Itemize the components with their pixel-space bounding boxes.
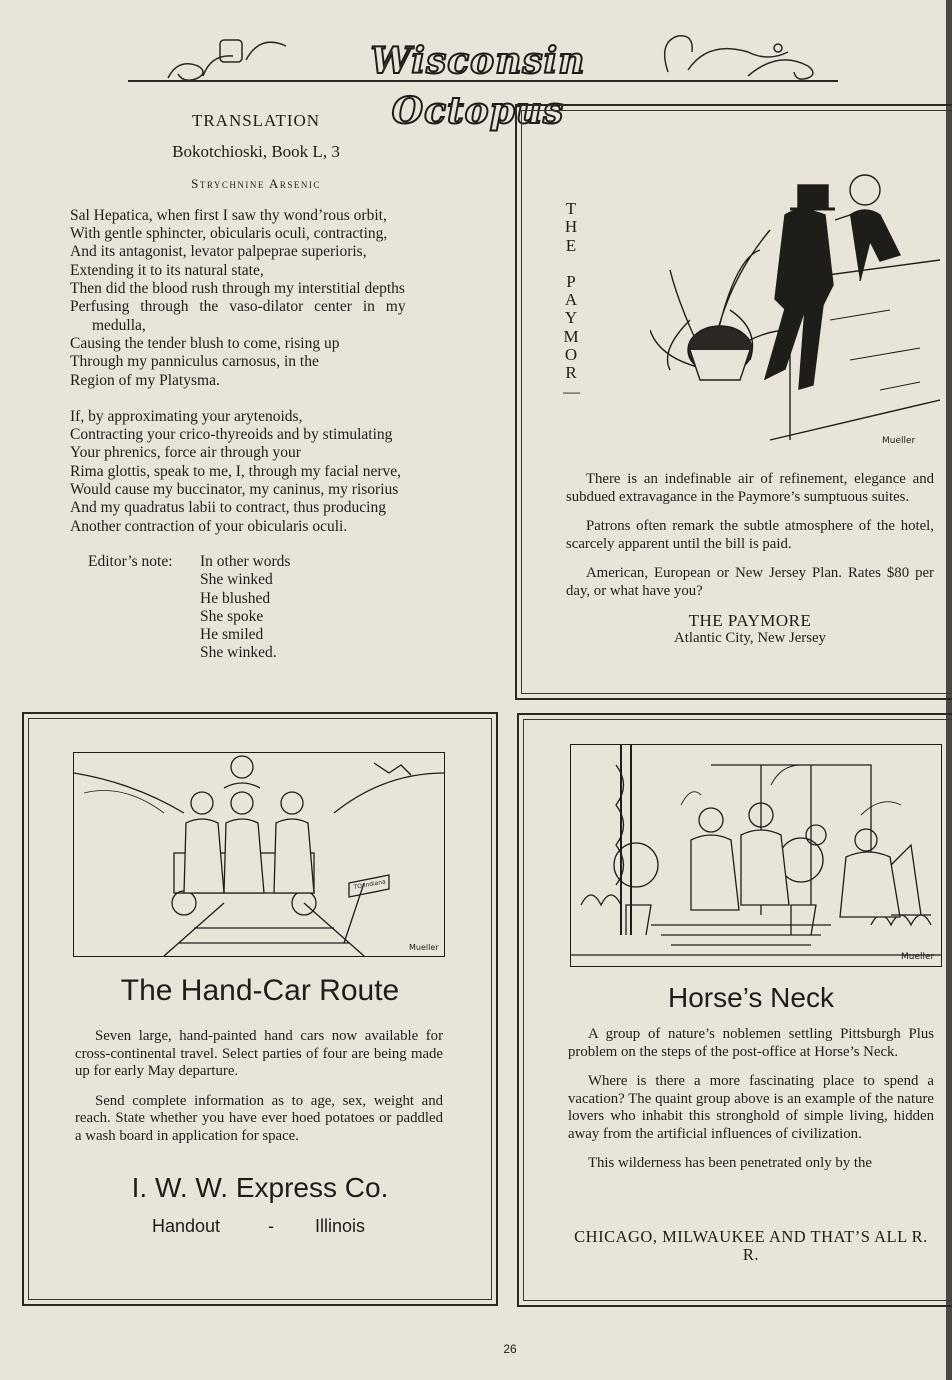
handcar-state: Illinois xyxy=(315,1216,366,1236)
page-number: 26 xyxy=(503,1342,517,1356)
paymore-location: Atlantic City, New Jersey xyxy=(674,629,826,646)
stanza-1 xyxy=(70,207,442,390)
paymore-signoff xyxy=(566,612,934,647)
translation-title: TRANSLATION xyxy=(191,111,321,130)
editor-note-lines xyxy=(200,553,290,663)
verse-line: Causing the tender blush to come, rising up xyxy=(70,334,340,352)
handcar-paragraph: Send complete information as to age, sex, weight and reach. State whether you have ever hoed potatoes or paddled a wash board in application for space. xyxy=(75,1092,443,1144)
horses-neck-railroad: CHICAGO, MILWAUKEE AND THAT’S ALL R. R. xyxy=(574,1227,928,1264)
paymore-name: THE PAYMORE xyxy=(688,611,812,630)
handcar-paragraph: Seven large, hand-painted hand cars now available for cross-continental travel. Select parties of four are being made up for early May departure. xyxy=(75,1028,443,1079)
vertical-letter: R xyxy=(565,363,577,383)
verse-line: medulla, xyxy=(92,316,146,334)
note-line: She winked xyxy=(200,571,273,589)
vertical-letter: H xyxy=(564,217,578,237)
verse-line: Then did the blood rush through my interstitial depths xyxy=(70,280,405,298)
horses-neck-paragraph: This wilderness has been penetrated only by the xyxy=(588,1155,872,1171)
verse-line: Perfusing through the vaso-dilator center in my xyxy=(70,298,406,316)
verse-line: If, by approximating your arytenoids, xyxy=(70,407,303,425)
vertical-letter: T xyxy=(565,199,577,218)
verse-line: Through my panniculus carnosus, in the xyxy=(70,353,319,371)
horses-neck-paragraph: Where is there a more fascinating place to spend a vacation? The quaint group above is an example of the nature lovers who inhabit this stronghold of simple living, hidden away from the artificial influences of civilization. xyxy=(568,1073,934,1142)
paymore-copy xyxy=(566,471,934,647)
paymore-cartoon xyxy=(650,140,940,450)
handcar-cartoon xyxy=(73,752,445,957)
verse-line: Region of my Platysma. xyxy=(70,371,220,389)
post-office-illustration xyxy=(571,745,941,966)
vertical-gap xyxy=(563,255,579,273)
verse-line: And its antagonist, levator palpeprae superioris, xyxy=(70,243,367,261)
stanza-2 xyxy=(70,408,442,536)
editor-note xyxy=(70,553,442,673)
masthead-title: Wisconsin Octopus xyxy=(370,40,586,132)
note-line: He smiled xyxy=(200,626,264,644)
verse-line: With gentle sphincter, obicularis oculi, contracting, xyxy=(70,225,388,243)
translation-source: Bokotchioski, Book L, 3 xyxy=(172,142,340,162)
paymore-signature: Mueller xyxy=(882,436,916,446)
horses-neck-paragraph: A group of nature’s noblemen settling Pittsburgh Plus problem on the steps of the post-office at Horse’s Neck. xyxy=(568,1026,934,1060)
note-line: He blushed xyxy=(200,589,271,607)
paymore-paragraph: American, European or New Jersey Plan. Rates $80 per day, or what have you? xyxy=(566,565,934,599)
vertical-letter: A xyxy=(564,290,578,310)
handcar-city: Handout xyxy=(152,1216,221,1236)
horses-neck-cartoon xyxy=(570,744,942,967)
horses-neck-heading: Horse’s Neck xyxy=(668,982,834,1013)
note-line: In other words xyxy=(200,552,291,570)
handcar-dash: - xyxy=(268,1216,274,1236)
verse-line: Would cause my buccinator, my caninus, my risorius xyxy=(70,481,399,499)
handcar-sign-text: TO Indiana xyxy=(353,878,387,891)
verse-line: Sal Hepatica, when first I saw thy wond’rous orbit, xyxy=(70,206,387,224)
paymore-vertical-title xyxy=(563,200,579,401)
vertical-letter: E xyxy=(565,235,577,255)
translation-authors: Strychnine Arsenic xyxy=(191,175,321,191)
vertical-letter: O xyxy=(564,345,578,365)
verse-line: Your phrenics, force air through your xyxy=(70,444,301,462)
verse-line: Rima glottis, speak to me, I, through my facial nerve, xyxy=(70,462,402,480)
verse-line: Another contraction of your obicularis oculi. xyxy=(70,517,348,535)
vertical-letter: P xyxy=(566,271,576,291)
handcar-copy xyxy=(75,1028,443,1157)
vertical-letter: Y xyxy=(564,308,578,328)
hotel-lobby-illustration xyxy=(650,140,940,450)
vertical-letter: — xyxy=(563,381,580,401)
vertical-letter: M xyxy=(563,326,579,346)
horses-neck-signature: Mueller xyxy=(901,952,935,962)
paymore-paragraph: Patrons often remark the subtle atmosphere of the hotel, scarcely apparent until the bill is paid. xyxy=(566,518,934,552)
verse-line: Extending it to its natural state, xyxy=(70,261,264,279)
editor-note-label: Editor’s note: xyxy=(88,552,173,570)
handcar-illustration xyxy=(74,753,444,956)
paymore-paragraph: There is an indefinable air of refinement, elegance and subdued extravagance in the Paymore’s sumptuous suites. xyxy=(566,471,934,505)
handcar-company: I. W. W. Express Co. xyxy=(131,1172,389,1203)
handcar-heading: The Hand-Car Route xyxy=(120,974,400,1007)
note-line: She winked. xyxy=(200,644,277,662)
verse-line: And my quadratus labii to contract, thus producing xyxy=(70,499,386,517)
note-line: She spoke xyxy=(200,607,264,625)
translation-column xyxy=(70,106,442,673)
handcar-signature: Mueller xyxy=(409,943,439,952)
verse-line: Contracting your crico-thyreoids and by stimulating xyxy=(70,426,393,444)
horses-neck-copy xyxy=(568,1026,934,1185)
